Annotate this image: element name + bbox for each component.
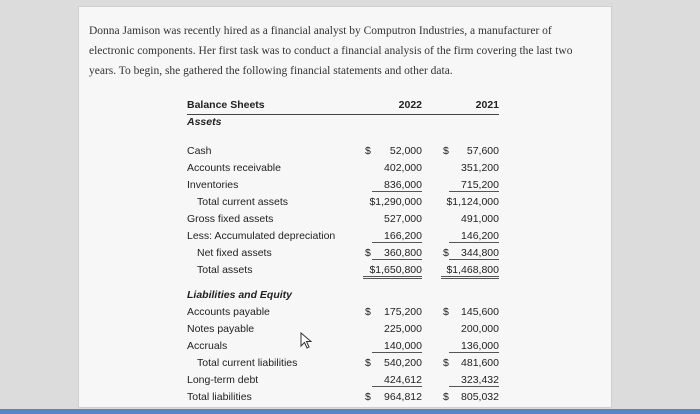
intro-line-1: Donna Jamison was recently hired as a financial analyst by Computron Industries, a manufacturer of [89,25,552,37]
table-row [187,357,607,373]
col-header-2022: 2022 [398,99,422,111]
table-row [187,162,607,178]
assets-heading: Assets [187,116,222,128]
table-row [187,264,607,280]
bottom-accent-bar [0,409,700,414]
table-header-row [187,99,607,115]
table-row [187,374,607,390]
table-row [187,145,607,161]
value-2022: 166,200 [372,230,422,243]
row-label: Gross fixed assets [187,213,274,225]
row-label: Total liabilities [187,391,252,403]
value-2021: $1,468,800 [441,264,499,279]
row-label: Notes payable [187,323,255,335]
value-2022: 964,812 [384,391,422,403]
value-2021: 351,200 [461,162,499,174]
table-row [187,391,607,407]
value-2021: 323,432 [449,374,499,387]
header-rule [187,114,499,115]
currency-sign: $ [365,247,371,259]
currency-sign: $ [443,247,449,259]
value-2021: $1,124,000 [446,196,499,208]
value-2022: 836,000 [372,179,422,192]
intro-paragraph [89,21,601,81]
table-row [187,179,607,195]
table-row [187,230,607,246]
document-page [78,6,612,408]
row-label: Cash [187,145,212,157]
row-label: Accounts payable [187,306,270,318]
value-2021: 145,600 [461,306,499,318]
row-label: Net fixed assets [197,247,272,259]
value-2022: 402,000 [384,162,422,174]
row-label: Less: Accumulated depreciation [187,230,336,242]
value-2021: 57,600 [466,145,499,157]
table-row [187,196,607,212]
table-row [187,323,607,339]
liabilities-heading: Liabilities and Equity [187,289,293,301]
table-row [187,213,607,229]
row-label: Total assets [197,264,253,276]
value-2022: 175,200 [384,306,422,318]
table-title: Balance Sheets [187,99,265,111]
row-label: Inventories [187,179,239,191]
row-label: Long-term debt [187,374,259,386]
currency-sign: $ [365,145,371,157]
value-2021: 136,000 [449,340,499,353]
value-2022: 140,000 [372,340,422,353]
value-2021: 491,000 [461,213,499,225]
col-header-2021: 2021 [475,99,499,111]
table-row [187,247,607,263]
value-2022: $1,290,000 [369,196,422,208]
intro-line-3: years. To begin, she gathered the following financial statements and other data. [89,65,453,77]
value-2022: 225,000 [384,323,422,335]
intro-line-2: electronic components. Her first task was to conduct a financial analysis of the firm covering the last two [89,45,573,57]
currency-sign: $ [365,357,371,369]
value-2021: 805,032 [461,391,499,403]
value-2022: $1,650,800 [363,264,422,279]
assets-heading-row [187,116,607,132]
value-2021: 200,000 [461,323,499,335]
value-2021: 146,200 [449,230,499,243]
liabilities-heading-row [187,289,607,305]
currency-sign: $ [365,306,371,318]
value-2022: 540,200 [384,357,422,369]
value-2022: 527,000 [384,213,422,225]
value-2021: 481,600 [461,357,499,369]
row-label: Accruals [187,340,228,352]
row-label: Total current assets [197,196,289,208]
currency-sign: $ [443,357,449,369]
value-2022: 424,612 [372,374,422,387]
row-label: Total current liabilities [197,357,298,369]
value-2022: 52,000 [389,145,422,157]
value-2021: 344,800 [449,247,499,260]
table-row [187,306,607,322]
currency-sign: $ [443,391,449,403]
currency-sign: $ [443,145,449,157]
currency-sign: $ [365,391,371,403]
row-label: Accounts receivable [187,162,281,174]
value-2022: 360,800 [372,247,422,260]
mouse-pointer-icon [300,332,314,350]
table-row [187,340,607,356]
value-2021: 715,200 [449,179,499,192]
currency-sign: $ [443,306,449,318]
